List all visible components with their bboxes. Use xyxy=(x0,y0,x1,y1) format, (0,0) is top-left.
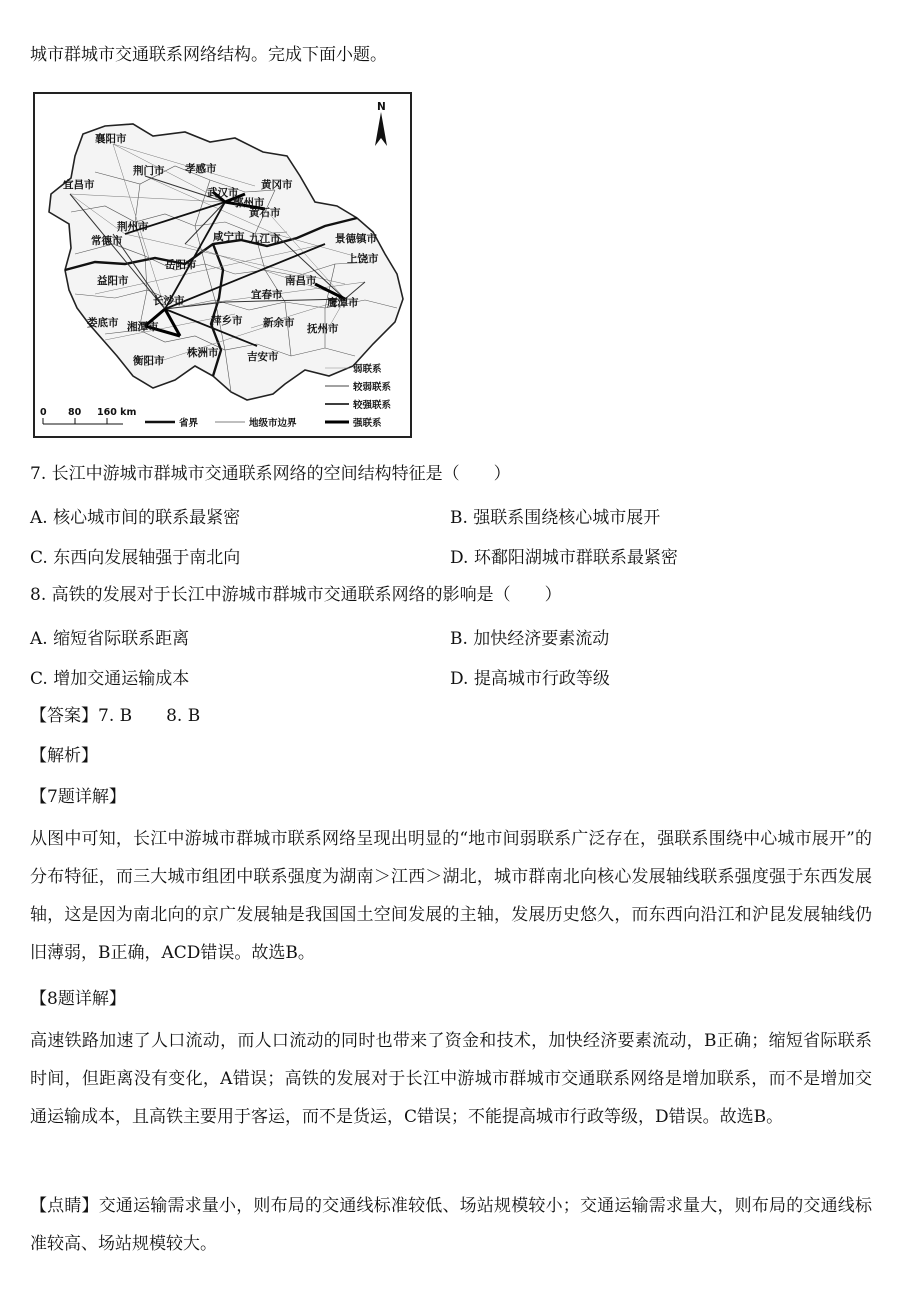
city-label: 娄底市 xyxy=(87,317,119,329)
city-label: 鄂州市 xyxy=(233,197,265,209)
q7-detail-label: 【7题详解】 xyxy=(30,787,126,807)
tip-text: 【点睛】交通运输需求量小，则布局的交通线标准较低、场站规模较小；交通运输需求量大，则布局的交通线标准较高、场站规模较大。 xyxy=(30,1196,872,1254)
q8-detail-text: 高速铁路加速了人口流动，而人口流动的同时也带来了资金和技术，加快经济要素流动，B正确；缩短省际联系时间，但距离没有变化，A错误；高铁的发展对于长江中游城市群城市交通联系网络是增加联系，而不是增加交通运输成本，且高铁主要用于客运，而不是货运，C错误；不能提高城市行政等级，D错误。故选B。 xyxy=(30,1031,872,1127)
north-label: N xyxy=(377,101,386,113)
north-arrow-icon xyxy=(375,101,387,146)
city-label: 武汉市 xyxy=(207,187,239,199)
city-label: 黄石市 xyxy=(249,207,281,219)
q7-detail-text: 从图中可知，长江中游城市群城市联系网络呈现出明显的“地市间弱联系广泛存在，强联系围绕中心城市展开”的分布特征，而三大城市组团中联系强度为湖南＞江西＞湖北，城市群南北向核心发展轴线联系强度强于东西发展轴，这是因为南北向的京广发展轴是我国国土空间发展的主轴，发展历史悠久，而东西向沿江和沪昆发展轴线仍旧薄弱，B正确，ACD错误。故选B。 xyxy=(30,829,872,963)
city-label: 吉安市 xyxy=(247,351,279,363)
legend-province-border: 省界 xyxy=(179,418,199,429)
city-label: 湘潭市 xyxy=(127,321,159,333)
city-label: 咸宁市 xyxy=(213,231,245,243)
legend-stronger: 较强联系 xyxy=(353,400,392,411)
legend-weak: 弱联系 xyxy=(353,364,382,375)
q8-option-c: C. 增加交通运输成本 xyxy=(30,669,190,689)
legend-weaker: 较弱联系 xyxy=(353,382,392,393)
q7-option-a: A. 核心城市间的联系最紧密 xyxy=(30,508,241,528)
city-label: 萍乡市 xyxy=(211,315,243,327)
city-label: 宜昌市 xyxy=(63,179,95,191)
city-label: 南昌市 xyxy=(285,275,317,287)
question-7-stem: 7. 长江中游城市群城市交通联系网络的空间结构特征是（ ） xyxy=(30,464,511,484)
city-label: 常德市 xyxy=(91,235,123,247)
city-label: 鹰潭市 xyxy=(327,297,359,309)
city-label: 衡阳市 xyxy=(133,355,165,367)
scale-label-160: 160 km xyxy=(97,407,137,418)
scale-bar xyxy=(40,407,136,424)
city-label: 上饶市 xyxy=(347,253,379,265)
city-label: 株洲市 xyxy=(187,347,219,359)
q8-option-a: A. 缩短省际联系距离 xyxy=(30,629,190,649)
city-label: 九江市 xyxy=(249,233,281,245)
q8-option-b: B. 加快经济要素流动 xyxy=(450,629,610,649)
q8-option-d: D. 提高城市行政等级 xyxy=(450,669,610,689)
legend-strong: 强联系 xyxy=(353,418,382,429)
transport-network-map xyxy=(33,92,412,438)
scale-label-80: 80 xyxy=(68,407,82,418)
q7-option-d: D. 环鄱阳湖城市群联系最紧密 xyxy=(450,548,678,568)
analysis-label: 【解析】 xyxy=(30,746,98,766)
city-label: 抚州市 xyxy=(307,323,339,335)
q8-detail-label: 【8题详解】 xyxy=(30,989,126,1009)
legend-city-border: 地级市边界 xyxy=(249,418,297,429)
question-8-stem: 8. 高铁的发展对于长江中游城市群城市交通联系网络的影响是（ ） xyxy=(30,585,562,605)
answer-line: 【答案】7. B 8. B xyxy=(30,706,201,726)
scale-label-0: 0 xyxy=(40,407,47,418)
city-label: 黄冈市 xyxy=(261,179,293,191)
intro-text: 城市群城市交通联系网络结构。完成下面小题。 xyxy=(30,45,387,65)
city-label: 岳阳市 xyxy=(165,259,197,271)
city-label: 荆州市 xyxy=(117,221,149,233)
city-label: 益阳市 xyxy=(97,275,129,287)
city-label: 宜春市 xyxy=(251,289,283,301)
q7-option-b: B. 强联系围绕核心城市展开 xyxy=(450,508,661,528)
city-label: 长沙市 xyxy=(153,295,185,307)
city-label: 景德镇市 xyxy=(335,233,377,245)
city-label: 荆门市 xyxy=(133,165,165,177)
city-label: 襄阳市 xyxy=(95,133,127,145)
city-label: 新余市 xyxy=(263,317,295,329)
city-label: 孝感市 xyxy=(185,163,217,175)
q7-option-c: C. 东西向发展轴强于南北向 xyxy=(30,548,241,568)
